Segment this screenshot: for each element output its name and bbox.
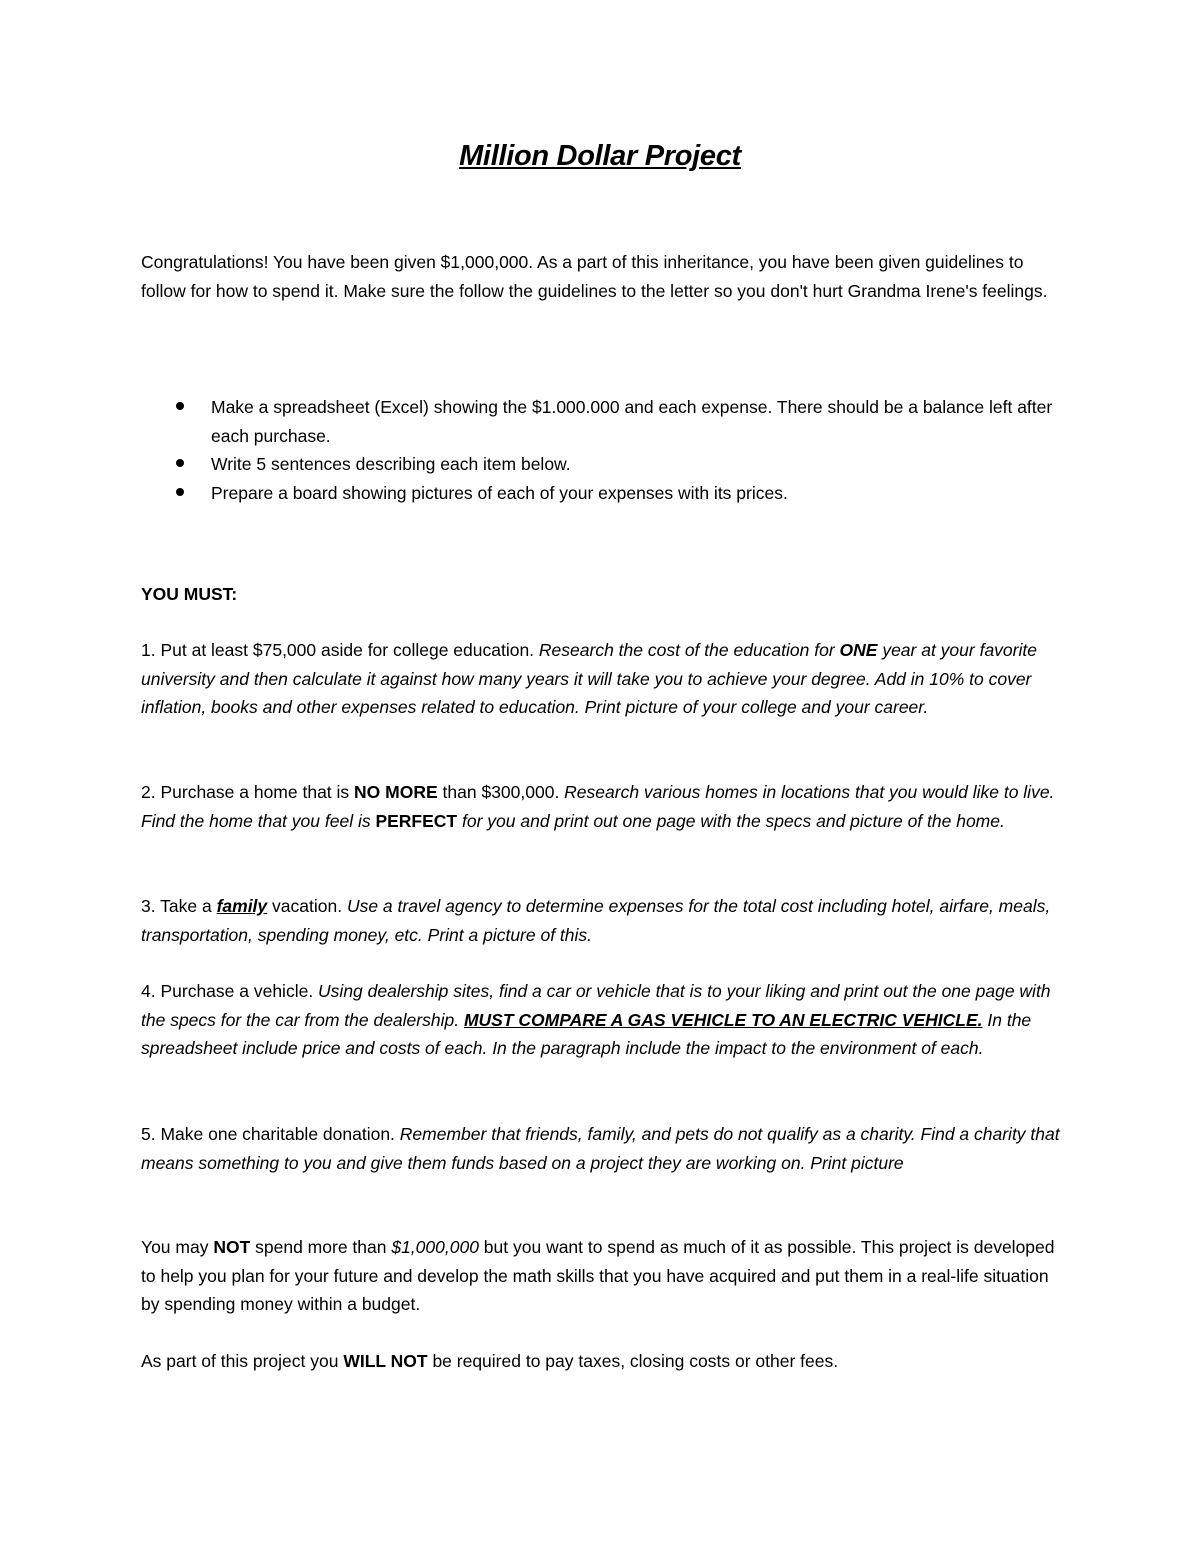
emphasis: NO MORE	[354, 782, 438, 802]
task-instructions: Research the cost of the education for	[538, 640, 840, 660]
task-instructions: for you and print out one page with the specs and picture of the home.	[457, 810, 1005, 831]
task-instructions: Remember that friends, family, and pets do not qualify as a charity. Find a charity that means something to you and give them funds based on a project they are working on. Print picture	[141, 1124, 1060, 1173]
task-text: than $300,000.	[437, 782, 565, 802]
bullet-text: Make a spreadsheet (Excel) showing the $1.000.000 and each expense. There should be a balance left after each purchase.	[211, 397, 1053, 446]
task-text: 5. Make one charitable donation.	[141, 1124, 400, 1144]
you-must-heading: YOU MUST:	[141, 584, 238, 604]
closing-text: be required to pay taxes, closing costs or other fees.	[427, 1351, 839, 1371]
emphasis: PERFECT	[375, 810, 458, 831]
page-title: Million Dollar Project	[459, 140, 741, 172]
list-item	[141, 450, 1061, 479]
budget-amount: $1,000,000	[391, 1237, 479, 1257]
closing-text: As part of this project you	[141, 1351, 344, 1371]
closing-text: spend more than	[250, 1237, 392, 1257]
requirements-list	[141, 393, 1061, 507]
bullet-icon	[176, 402, 184, 410]
task-instructions: Research various homes in locations that you would like to live. Find the home that you feel is	[141, 782, 1055, 831]
emphasis: family	[216, 896, 268, 916]
task-text: 4. Purchase a vehicle.	[141, 981, 319, 1001]
task-text: 3. Take a	[141, 896, 217, 916]
bullet-text: Prepare a board showing pictures of each of your expenses with its prices.	[211, 482, 788, 503]
list-item	[141, 393, 1061, 450]
emphasis: NOT	[213, 1237, 251, 1257]
bullet-text: Write 5 sentences describing each item below.	[211, 454, 571, 474]
task-text: vacation.	[267, 896, 347, 916]
emphasis: ONE	[839, 640, 878, 660]
task-home	[141, 778, 1066, 835]
budget-paragraph	[141, 1233, 1066, 1319]
task-college	[141, 636, 1066, 722]
task-instructions: Using dealership sites, find a car or vehicle that is to your liking and print out the one page with the specs for the car from the dealership.	[141, 981, 1051, 1030]
task-instructions: In the spreadsheet include price and costs of each. In the paragraph include the impact to the environment of each.	[141, 1009, 1032, 1058]
intro-paragraph: Congratulations! You have been given $1,000,000. As a part of this inheritance, you have been given guidelines to follow for how to spend it. Make sure the follow the guidelines to the letter so you don't hurt Grandma Irene's feelings.	[141, 252, 1048, 301]
task-donation	[141, 1120, 1066, 1177]
task-instructions: year at your favorite university and then calculate it against how many years it will take you to achieve your degree. Add in 10% to cover inflation, books and other expenses related to education. Print picture of your college and your career.	[141, 640, 1037, 717]
task-instructions: Use a travel agency to determine expenses for the total cost including hotel, airfare, meals, transportation, spending money, etc. Print a picture of this.	[141, 896, 1051, 945]
task-text: 1. Put at least $75,000 aside for college education.	[141, 640, 539, 660]
fees-paragraph	[141, 1347, 1066, 1376]
emphasis: WILL NOT	[343, 1351, 428, 1371]
closing-text: but you want to spend as much of it as possible. This project is developed to help you plan for your future and develop the math skills that you have acquired and put them in a real-life situation by spending money within a budget.	[141, 1237, 1055, 1314]
list-item	[141, 479, 1061, 508]
emphasis: MUST COMPARE A GAS VEHICLE TO AN ELECTRIC VEHICLE.	[463, 1009, 983, 1030]
bullet-icon	[176, 459, 184, 467]
task-vacation	[141, 892, 1066, 949]
bullet-icon	[176, 488, 184, 496]
task-vehicle	[141, 977, 1066, 1063]
closing-text: You may	[141, 1237, 214, 1257]
task-text: 2. Purchase a home that is	[141, 782, 355, 802]
